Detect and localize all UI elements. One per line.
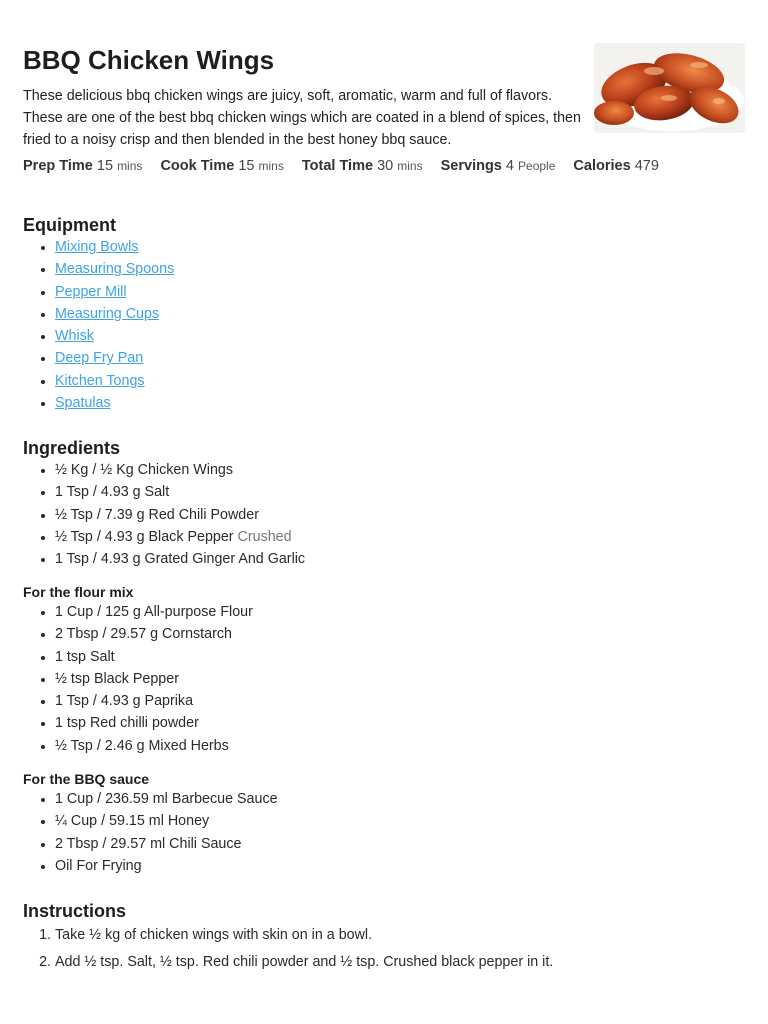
flour-mix-list bbox=[23, 601, 743, 757]
instruction-step: 2. Add ½ tsp. Salt, ½ tsp. Red chili powder and ½ tsp. Crushed black pepper in it. bbox=[55, 949, 743, 976]
ingredient-item: • Oil For Frying bbox=[55, 855, 743, 877]
flour-mix-section bbox=[23, 583, 743, 757]
equipment-item bbox=[55, 392, 743, 414]
equipment-link-measuring-spoons[interactable]: Measuring Spoons bbox=[55, 261, 175, 278]
instructions-heading: Instructions bbox=[23, 901, 127, 921]
bbq-sauce-heading: For the BBQ sauce bbox=[23, 771, 150, 787]
ingredient-note: Crushed bbox=[237, 528, 292, 545]
equipment-link-spatulas[interactable]: Spatulas bbox=[55, 395, 111, 412]
ingredient-item bbox=[55, 481, 743, 503]
ingredient-item: • 2 Tbsp / 29.57 g Cornstarch bbox=[55, 623, 743, 645]
ingredient-item: • ½ Tsp / 2.46 g Mixed Herbs bbox=[55, 735, 743, 757]
total-time-unit: mins bbox=[397, 159, 423, 173]
servings-value: 4 bbox=[505, 158, 514, 174]
cook-time-value: 15 bbox=[238, 158, 255, 174]
cook-time-label: Cook Time bbox=[160, 158, 235, 174]
equipment-link-pepper-mill[interactable]: Pepper Mill bbox=[55, 283, 127, 300]
cook-time-unit: mins bbox=[258, 159, 284, 173]
equipment-link-whisk[interactable]: Whisk bbox=[55, 328, 94, 345]
equipment-heading: Equipment bbox=[23, 215, 116, 235]
ingredient-item bbox=[55, 548, 743, 570]
ingredient-text: ½ Tsp / 4.93 g Black Pepper bbox=[55, 528, 234, 545]
equipment-item bbox=[55, 303, 743, 325]
ingredient-item bbox=[55, 459, 743, 481]
equipment-link-mixing-bowls[interactable]: Mixing Bowls bbox=[55, 239, 139, 255]
ingredient-text: 1 Tsp / 4.93 g Salt bbox=[55, 484, 170, 501]
prep-time-label: Prep Time bbox=[23, 158, 93, 174]
equipment-item bbox=[55, 281, 743, 303]
equipment-item bbox=[55, 370, 743, 392]
equipment-link-measuring-cups[interactable]: Measuring Cups bbox=[55, 305, 160, 322]
ingredients-main-list bbox=[23, 459, 743, 570]
prep-time bbox=[23, 158, 142, 174]
bbq-sauce-section bbox=[23, 770, 743, 877]
servings bbox=[441, 158, 556, 174]
equipment-item bbox=[55, 236, 743, 258]
ingredient-item: • 1 tsp Salt bbox=[55, 646, 743, 668]
chicken-wings-photo-icon bbox=[594, 43, 745, 133]
ingredient-item: • ½ tsp Black Pepper bbox=[55, 668, 743, 690]
calories-label: Calories bbox=[573, 158, 631, 174]
calories-value: 479 bbox=[634, 158, 659, 174]
ingredient-item bbox=[55, 504, 743, 526]
calories bbox=[573, 158, 658, 174]
ingredient-text: 1 Tsp / 4.93 g Grated Ginger And Garlic bbox=[55, 551, 306, 568]
flour-mix-heading: For the flour mix bbox=[23, 584, 134, 600]
total-time bbox=[302, 158, 423, 174]
recipe-title: BBQ Chicken Wings bbox=[23, 45, 275, 75]
servings-unit: People bbox=[518, 159, 556, 173]
equipment-item bbox=[55, 325, 743, 347]
cook-time bbox=[160, 158, 283, 174]
ingredient-item bbox=[55, 526, 743, 548]
equipment-item bbox=[55, 258, 743, 280]
prep-time-unit: mins bbox=[117, 159, 143, 173]
ingredient-item: • ¼ Cup / 59.15 ml Honey bbox=[55, 810, 743, 832]
equipment-link-deep-fry-pan[interactable]: Deep Fry Pan bbox=[55, 350, 144, 367]
ingredient-text: ½ Tsp / 7.39 g Red Chili Powder bbox=[55, 506, 259, 523]
recipe-summary: These delicious bbq chicken wings are juicy, soft, aromatic, warm and full of flavors. These are one of the best bbq chicken wings which are coated in a blend of spices, then fried to a noisy crisp and then blended in the best honey bbq sauce. bbox=[23, 88, 581, 149]
equipment-section bbox=[23, 214, 743, 414]
instructions-list bbox=[23, 922, 743, 976]
ingredient-item: • 1 Cup / 125 g All-purpose Flour bbox=[55, 601, 743, 623]
recipe-photo bbox=[594, 43, 745, 133]
ingredient-item: • 1 tsp Red chilli powder bbox=[55, 712, 743, 734]
prep-time-value: 15 bbox=[96, 158, 114, 174]
recipe-meta bbox=[23, 158, 673, 174]
equipment-list bbox=[23, 236, 743, 414]
ingredient-item: • 2 Tbsp / 29.57 ml Chili Sauce bbox=[55, 833, 743, 855]
ingredient-text: ½ Kg / ½ Kg Chicken Wings bbox=[55, 462, 233, 478]
instruction-step: 1. Take ½ kg of chicken wings with skin on in a bowl. bbox=[55, 922, 743, 949]
equipment-item bbox=[55, 347, 743, 369]
servings-label: Servings bbox=[440, 158, 502, 174]
total-time-label: Total Time bbox=[301, 158, 374, 174]
total-time-value: 30 bbox=[377, 158, 394, 174]
equipment-link-kitchen-tongs[interactable]: Kitchen Tongs bbox=[55, 372, 145, 389]
ingredient-item: • 1 Tsp / 4.93 g Paprika bbox=[55, 690, 743, 712]
ingredient-item: • 1 Cup / 236.59 ml Barbecue Sauce bbox=[55, 788, 743, 810]
bbq-sauce-list bbox=[23, 788, 743, 877]
instructions-section bbox=[23, 900, 743, 976]
ingredients-heading: Ingredients bbox=[23, 438, 121, 458]
recipe-header bbox=[23, 44, 583, 152]
ingredients-section bbox=[23, 437, 743, 570]
